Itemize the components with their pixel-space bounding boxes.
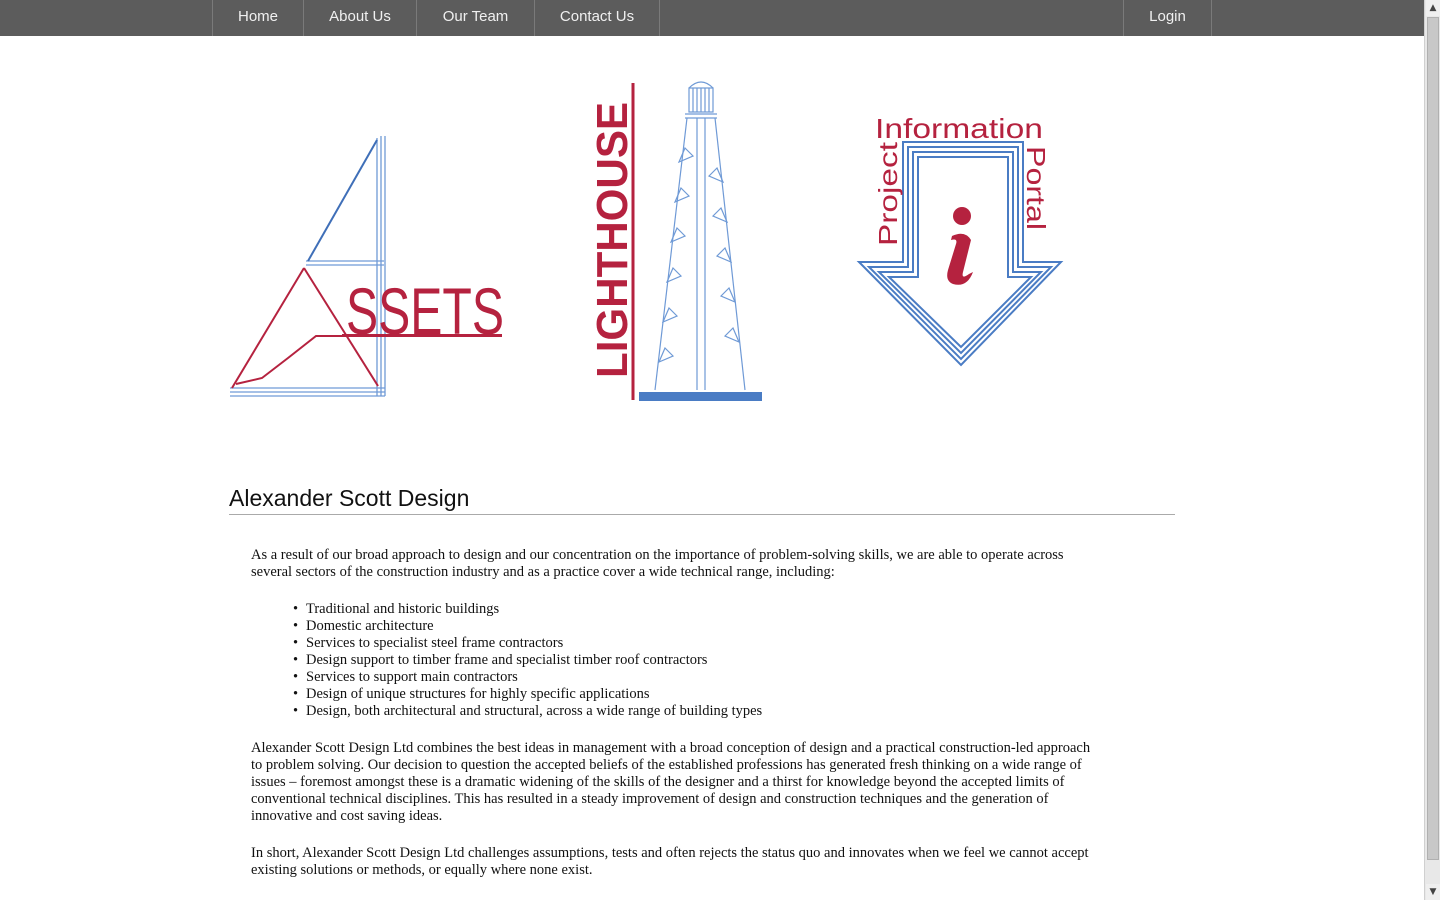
- info-icon: [947, 207, 973, 285]
- page-title: Alexander Scott Design: [229, 485, 1175, 515]
- lighthouse-logo[interactable]: [585, 78, 765, 406]
- nav-our-team-link[interactable]: Our Team: [417, 0, 535, 36]
- project-information-portal-logo[interactable]: [855, 112, 1067, 370]
- closing-paragraph: In short, Alexander Scott Design Ltd challenges assumptions, tests and often rejects the status quo and innovates when we feel we cannot accept existing solutions or methods, or equally where none exist.: [251, 845, 1089, 878]
- list-item: • Design support to timber frame and specialist timber roof contractors: [306, 652, 1101, 669]
- services-list: [251, 601, 1101, 720]
- lighthouse-logo-text: LIGHTHOUSE: [588, 89, 637, 378]
- intro-paragraph: As a result of our broad approach to design and our concentration on the importance of problem-solving skills, we are able to operate across several sectors of the construction industry and as a practice cover a wide technical range, including:: [251, 547, 1064, 580]
- nav-home-link[interactable]: Home: [212, 0, 304, 36]
- list-item: • Domestic architecture: [306, 618, 1101, 635]
- assets-logo[interactable]: [226, 130, 516, 402]
- list-item: • Traditional and historic buildings: [306, 601, 1101, 618]
- list-item: • Services to support main contractors: [306, 669, 1101, 686]
- scroll-thumb[interactable]: [1427, 17, 1439, 860]
- nav-about-us-link[interactable]: About Us: [304, 0, 417, 36]
- main-content: [251, 547, 1101, 899]
- list-item: • Design, both architectural and structural, across a wide range of building types: [306, 703, 1101, 720]
- vertical-scrollbar[interactable]: [1424, 0, 1440, 900]
- list-item: • Services to specialist steel frame contractors: [306, 635, 1101, 652]
- top-navbar: [0, 0, 1424, 36]
- portal-logo-left-text: Project: [873, 165, 903, 246]
- assets-logo-text: SSETS: [346, 274, 504, 348]
- nav-login-link[interactable]: Login: [1123, 0, 1212, 36]
- portal-logo-right-text: Portal: [1021, 146, 1051, 214]
- portal-logo-top-text: Information: [875, 113, 1043, 144]
- nav-contact-us-link[interactable]: Contact Us: [535, 0, 660, 36]
- scroll-down-icon[interactable]: ▼: [1426, 884, 1440, 900]
- scroll-up-icon[interactable]: ▲: [1426, 0, 1440, 16]
- list-item: • Design of unique structures for highly specific applications: [306, 686, 1101, 703]
- body-paragraph: Alexander Scott Design Ltd combines the best ideas in management with a broad conception of design and a practical construction-led approach to problem solving. Our decision to question the accepted beliefs of the established professions has generated fresh thinking on a wide range of issues – foremost amongst these is a dramatic widening of the skills of the designer and a thirst for knowledge beyond the accepted limits of conventional technical disciplines. This has resulted in a steady improvement of design and construction techniques and the generation of innovative and cost saving ideas.: [251, 740, 1091, 824]
